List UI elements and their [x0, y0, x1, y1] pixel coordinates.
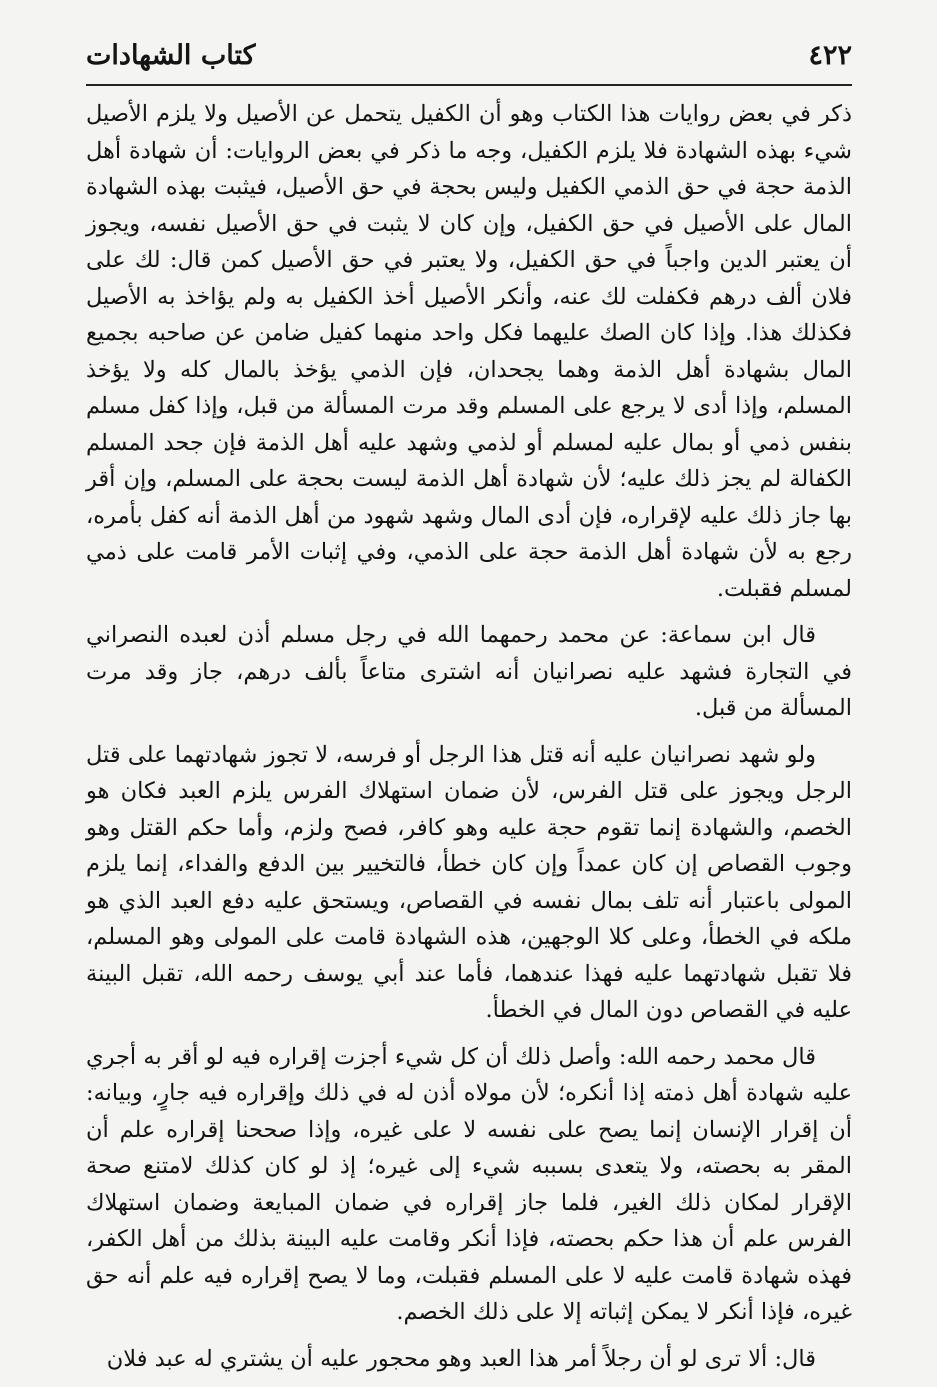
page-body — [86, 96, 852, 1387]
book-title: كتاب الشهادات — [86, 40, 256, 71]
paragraph: قال ابن سماعة: عن محمد رحمهما الله في رجل مسلم أذن لعبده النصراني في التجارة فشهد عليه نصرانيان أنه اشترى متاعاً بألف درهم، جاز وقد مرت المسألة من قبل. — [86, 622, 852, 721]
paragraph: قال محمد رحمه الله: وأصل ذلك أن كل شيء أجزت إقراره فيه لو أقر به أجري عليه شهادة أهل ذمته إذا أنكره؛ لأن مولاه أذن له في ذلك وإقراره فيه جارٍ، وبيانه: أن إقرار الإنسان إنما يصح على نفسه لا على غيره، وإذا صححنا إقراره علم أن المقر به بحصته، ولا يتعدى بسببه شيء إلى غيره؛ إذ لو كان كذلك لامتنع صحة الإقرار لمكان ذلك الغير، فلما جاز إقراره في ضمان المبايعة وضمان استهلاك الفرس علم أن هذا حكم بحصته، فإذا أنكر وقامت عليه البينة بذلك من أهل الكفر، فهذه شهادة قامت عليه لا على المسلم فقبلت، وما لا يصح إقراره فيه علم أنه حق غيره، فإذا أنكر لا يمكن إثباته إلا على ذلك الخصم. — [86, 1043, 852, 1325]
page-number: ٤٢٢ — [808, 40, 852, 71]
paragraph: ولو شهد نصرانيان عليه أنه قتل هذا الرجل أو فرسه، لا تجوز شهادتهما على قتل الرجل ويجوز على قتل الفرس، لأن ضمان استهلاك الفرس يلزم العبد فكان هو الخصم، والشهادة إنما تقوم حجة عليه وهو كافر، فصح ولزم، وأما حكم القتل وهو وجوب القصاص إن كان عمداً وإن كان خطأ، فالتخيير بين الدفع والفداء، إنما يلزم المولى باعتبار أنه تلف بمال نفسه في القصاص، ويستحق عليه دفع العبد الذي هو ملكه في الخطأ، وعلى كلا الوجهين، هذه الشهادة قامت على المولى وهو المسلم، فلا تقبل شهادتهما عليه فهذا عندهما، فأما عند أبي يوسف رحمه الله، تقبل البينة عليه في القصاص دون المال في الخطأ. — [86, 741, 852, 1023]
paragraph: ذكر في بعض روايات هذا الكتاب وهو أن الكفيل يتحمل عن الأصيل ولا يلزم الأصيل شيء بهذه الشهادة فلا يلزم الكفيل، وجه ما ذكر في بعض الروايات: أن شهادة أهل الذمة حجة في حق الذمي الكفيل وليس بحجة في حق الأصيل، فيثبت بهذه الشهادة المال على الأصيل في حق الكفيل، وإن كان لا يثبت في حق الأصيل نفسه، ويجوز أن يعتبر الدين واجباً في حق الكفيل، ولا يعتبر في حق الأصيل كمن قال: لك على فلان ألف درهم فكفلت لك عنه، وأنكر الأصيل أخذ الكفيل به ولم يؤاخذ به الأصيل فكذلك هذا. وإذا كان الصك عليهما فكل واحد منهما كفيل ضامن عن صاحبه بجميع المال بشهادة أهل الذمة وهما يجحدان، فإن الذمي يؤخذ بالمال كله ولا يؤخذ المسلم، وإذا أدى لا يرجع على المسلم وقد مرت المسألة من قبل، وإذا كفل مسلم بنفس ذمي أو بمال عليه لمسلم أو لذمي وشهد عليه أهل الذمة فإن جحد المسلم الكفالة لم يجز ذلك عليه؛ لأن شهادة أهل الذمة ليست بحجة على المسلم، وإن أقر بها جاز ذلك عليه لإقراره، فإن أدى المال وشهد شهود من أهل الذمة أنه كفل بأمره، رجع به لأن شهادة أهل الذمة حجة على الذمي، وفي إثبات الأمر قامت على ذمي لمسلم فقبلت. — [86, 101, 852, 602]
header-divider — [86, 84, 852, 86]
page-header — [86, 36, 852, 86]
paragraph: قال: ألا ترى لو أن رجلاً أمر هذا العبد وهو محجور عليه أن يشتري له عبد فلان — [106, 1345, 816, 1372]
